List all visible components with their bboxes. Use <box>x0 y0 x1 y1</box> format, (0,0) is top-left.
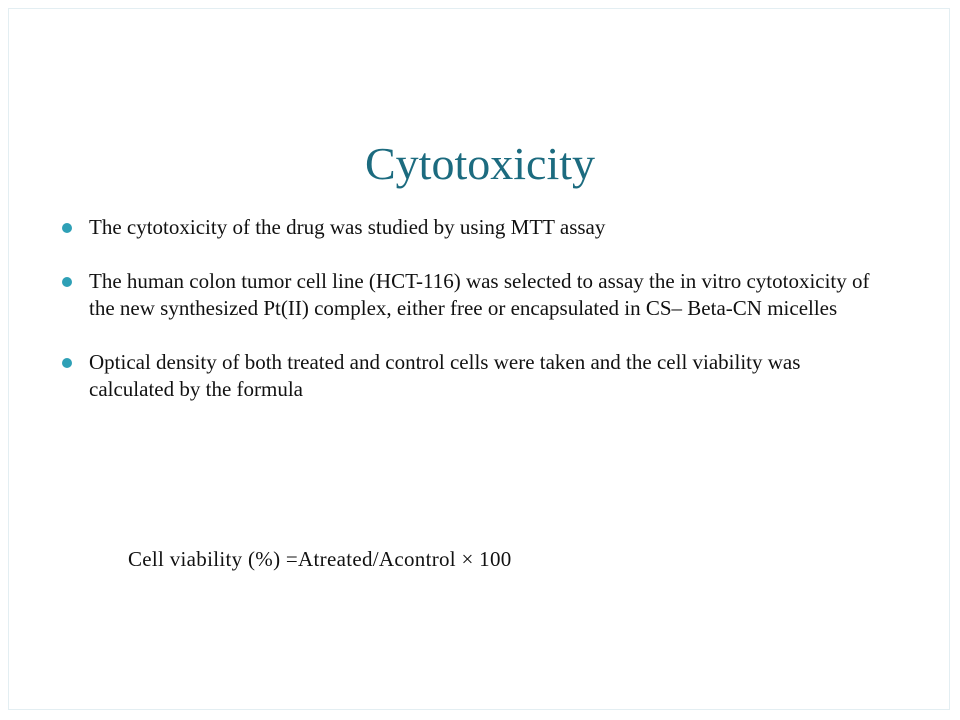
bullet-dot-icon <box>62 223 72 233</box>
viability-formula: Cell viability (%) =Atreated/Acontrol × 100 <box>128 547 512 571</box>
bullet-text: The human colon tumor cell line (HCT-116) was selected to assay the in vitro cytotoxicity of the new synthesized Pt(II) complex, either free or encapsulated in CS– Beta-CN micelles <box>89 269 870 320</box>
bullet-dot-icon <box>62 358 72 368</box>
bullet-item <box>62 214 882 241</box>
bullet-text: Optical density of both treated and control cells were taken and the cell viability was calculated by the formula <box>89 350 801 401</box>
bullet-item <box>62 349 882 403</box>
bullet-item <box>62 268 882 322</box>
bullet-text: The cytotoxicity of the drug was studied by using MTT assay <box>89 215 606 239</box>
bullet-dot-icon <box>62 277 72 287</box>
bullet-list <box>62 214 882 403</box>
slide-title: Cytotoxicity <box>365 138 595 189</box>
